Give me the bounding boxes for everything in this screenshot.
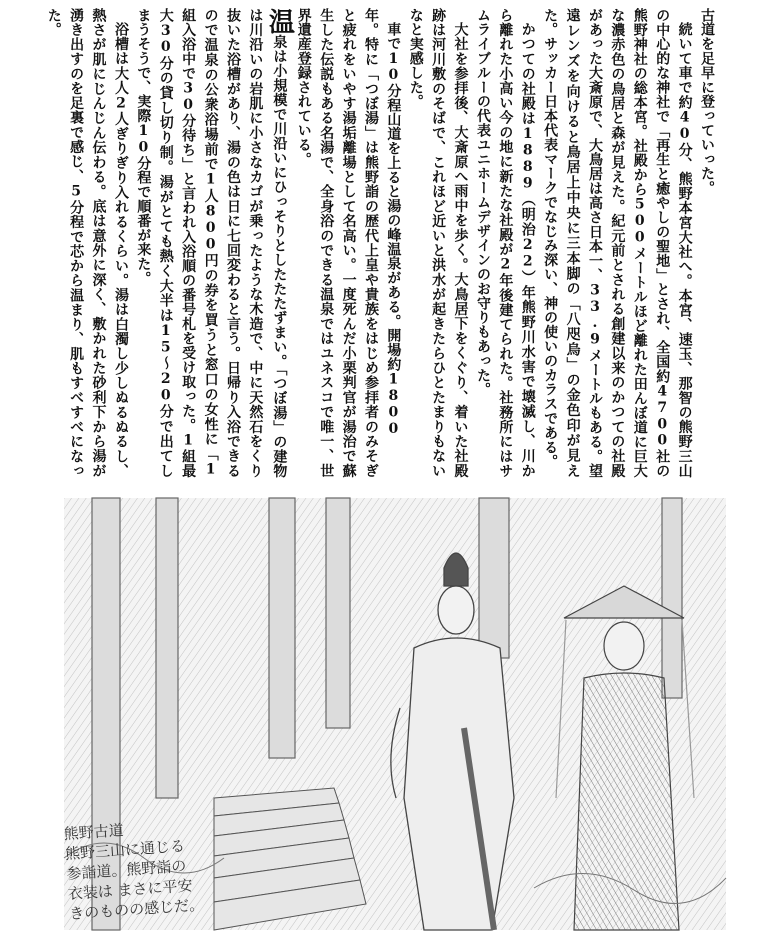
- illustration-caption: [63, 810, 279, 924]
- caption-line: 衣装は まさに平安: [67, 876, 194, 904]
- caption-line: きのものの感じだ。: [68, 895, 205, 924]
- paragraph: 続いて車で約40分、熊野本宮大社へ。本宮、速玉、那智の熊野三山の中心的な神社で「再生と癒やしの聖地」とされ、全国約4700社の熊野神社の総本宮。社殿から500メートルほど離れた田んぼ道に巨大な濃赤色の鳥居と森が見えた。紀元前とされる創建以来のかつての社殿があった大斎原で、大鳥居は高さ日本一、33.9メートルもある。望遠レンズを向けると鳥居上中央に三本脚の「八咫烏」の金色印が見えた。サッカー日本代表マークでなじみ深い、神の使いのカラスである。: [542, 8, 693, 478]
- paragraph: 車で10分程山道を上ると湯の峰温泉がある。開場約1800: [385, 22, 402, 438]
- article-column-left: [45, 8, 382, 478]
- vertical-text-left: [45, 8, 382, 478]
- caption-line: 参詣道。熊野詣の: [65, 856, 187, 884]
- paragraph: 古道を足早に登っていった。: [699, 8, 715, 196]
- caption-line: 熊野三山に通じる: [64, 836, 186, 864]
- paragraph: 大社を参拝後、大斎原へ雨中を歩く。大鳥居下をくぐり、着いた社殿跡は河川敷のそばで、これほど近いと洪水が起きたらひとたまりもないなと実感した。: [407, 8, 469, 478]
- vertical-text-right: [385, 8, 718, 478]
- caption-line: 熊野古道: [63, 821, 125, 844]
- paragraph: 年。特に「つぼ湯」は熊野詣の歴代上皇や貴族をはじめ参拝者のみそぎと疲れをいやす湯垢離場として名高い。一度死んだ小栗判官が湯治で蘇生した伝説もある名湯で、全身浴のできる温泉ではユネスコで唯一、世界遺産登録されている。: [295, 8, 379, 478]
- section-drop-mark: 温: [264, 8, 295, 35]
- paragraph-with-drop-mark: [132, 8, 295, 478]
- paragraph-text: 泉は小規模で川沿いにひっそりとしたたたずまい。「つぼ湯」の建物は川沿いの岩肌に小さなカゴが乗ったような木造で、中に天然石をくり抜いた浴槽があり、湯の色は日に七回変わると言う。日帰り入浴できるので温泉の公衆浴場前で1人800円の券を買うと窓口の女性に「1組入浴中で30分待ち」と言われ入浴順の番号札を受け取った。1組最大30分の貸し切り制。湯がとても熱く大半は15〜20分で出てしまうそうで、実際10分程で順番が来た。: [135, 8, 288, 478]
- pencil-illustration: [64, 498, 726, 930]
- paragraph: かつての社殿は1889（明治22）年熊野川水害で壊滅し、川から離れた小高い今の地に新たな社殿が2年後建てられた。社務所にはサムライブルーの代表ユニホームデザインのお守りもあった。: [474, 8, 536, 478]
- paragraph: 浴槽は大人2人ぎりぎり入れるくらい。湯は白濁し少しぬるぬるし、熱さが肌にじんじん伝わる。底は意外に深く、敷かれた砂利下から湯が湧き出すのを足裏で感じ、5分程で芯から温まり、肌もすべすべになった。: [45, 8, 129, 478]
- article-column-right: [385, 8, 718, 478]
